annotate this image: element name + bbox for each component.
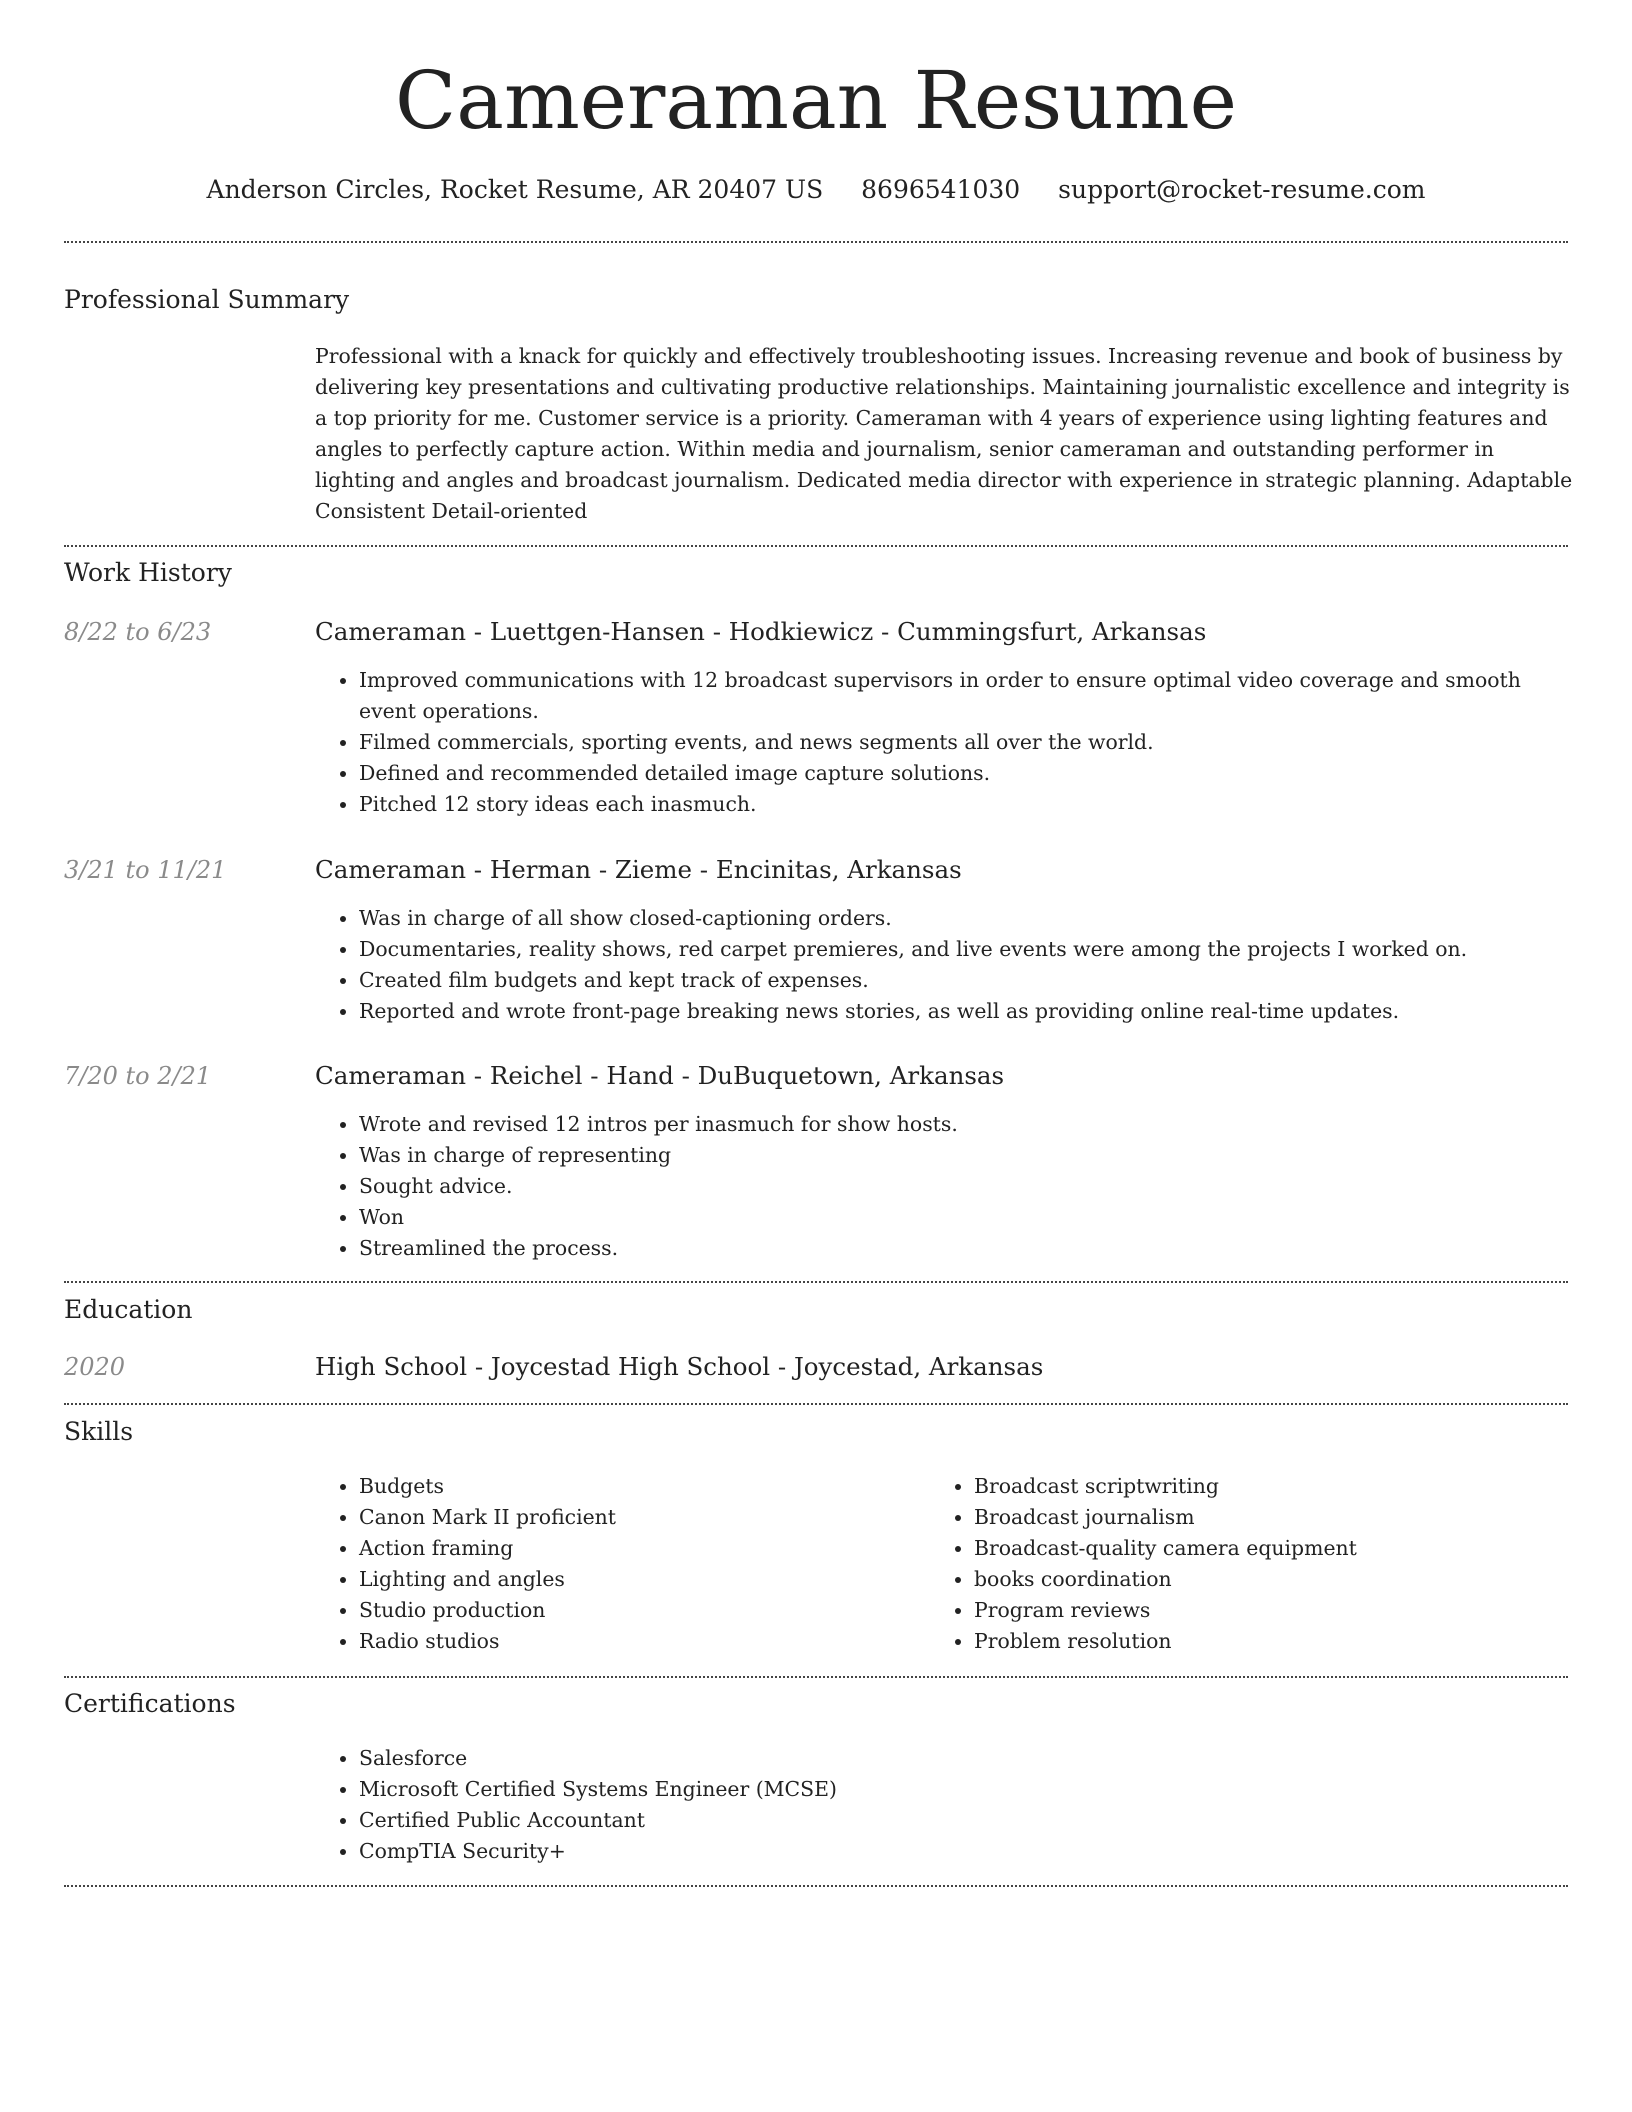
list-item: • Reported and wrote front-page breaking news stories, as well as providing online real-time updates. — [359, 996, 1577, 1027]
list-item: • Sought advice. — [359, 1171, 1577, 1202]
contact-address: Anderson Circles, Rocket Resume, AR 20407 US — [206, 175, 824, 204]
list-item: • Was in charge of all show closed-captioning orders. — [359, 903, 1577, 934]
job-title: Cameraman - Herman - Zieme - Encinitas, Arkansas — [315, 855, 962, 884]
list-item: • Streamlined the process. — [359, 1233, 1577, 1264]
job-title: Cameraman - Reichel - Hand - DuBuquetown, Arkansas — [315, 1061, 1005, 1090]
list-item: • Filmed commercials, sporting events, and news segments all over the world. — [359, 727, 1577, 758]
skills-list-left — [315, 1471, 915, 1657]
list-item: • Program reviews — [974, 1595, 1570, 1626]
list-item: • Lighting and angles — [359, 1564, 915, 1595]
list-item: • Documentaries, reality shows, red carpet premieres, and live events were among the projects I worked on. — [359, 934, 1577, 965]
contact-line — [0, 172, 1632, 208]
list-item: • Budgets — [359, 1471, 915, 1502]
list-item: • Broadcast-quality camera equipment — [974, 1533, 1570, 1564]
contact-phone: 8696541030 — [861, 175, 1021, 204]
education-heading: Education — [64, 1295, 193, 1324]
list-item: • Action framing — [359, 1533, 915, 1564]
list-item: • Problem resolution — [974, 1626, 1570, 1657]
resume-title: Cameraman Resume — [395, 54, 1237, 147]
list-item: • Broadcast journalism — [974, 1502, 1570, 1533]
list-item: • Improved communications with 12 broadcast supervisors in order to ensure optimal video coverage and smooth event operations. — [359, 665, 1577, 727]
list-item: • CompTIA Security+ — [359, 1836, 1577, 1867]
job-bullets — [315, 665, 1577, 820]
job-dates: 3/21 to 11/21 — [64, 856, 227, 884]
list-item: • Canon Mark II proficient — [359, 1502, 915, 1533]
divider — [64, 545, 1568, 547]
divider — [64, 1281, 1568, 1283]
work-history-heading: Work History — [64, 558, 232, 587]
skills-heading: Skills — [64, 1417, 134, 1446]
list-item: • Salesforce — [359, 1743, 1577, 1774]
job-bullets — [315, 903, 1577, 1027]
list-item: • Broadcast scriptwriting — [974, 1471, 1570, 1502]
list-item: • Created film budgets and kept track of expenses. — [359, 965, 1577, 996]
job-dates: 7/20 to 2/21 — [64, 1062, 212, 1090]
list-item: • Wrote and revised 12 intros per inasmuch for show hosts. — [359, 1109, 1577, 1140]
skills-list-right — [930, 1471, 1570, 1657]
certifications-list — [315, 1743, 1577, 1867]
job-title: Cameraman - Luettgen-Hansen - Hodkiewicz - Cummingsfurt, Arkansas — [315, 617, 1207, 646]
divider — [64, 1403, 1568, 1405]
education-title: High School - Joycestad High School - Joycestad, Arkansas — [315, 1352, 1044, 1381]
list-item: • Defined and recommended detailed image capture solutions. — [359, 758, 1577, 789]
contact-email: support@rocket-resume.com — [1058, 175, 1426, 204]
list-item: • Was in charge of representing — [359, 1140, 1577, 1171]
list-item: • books coordination — [974, 1564, 1570, 1595]
education-year: 2020 — [64, 1353, 126, 1381]
list-item: • Microsoft Certified Systems Engineer (MCSE) — [359, 1774, 1577, 1805]
divider — [64, 241, 1568, 243]
divider — [64, 1676, 1568, 1678]
summary-text: Professional with a knack for quickly and effectively troubleshooting issues. Increasing revenue and book of business by delivering key presentations and cultivating productive relationships. Maintaining journalistic excellence and integrity is a top priority for me. Customer service is a priority. Cameraman with 4 years of experience using lighting features and angles to perfectly capture action. Within media and journalism, senior cameraman and outstanding performer in lighting and angles and broadcast journalism. Dedicated media director with experience in strategic planning. Adaptable Consistent Detail-oriented — [315, 344, 1573, 523]
certifications-heading: Certifications — [64, 1689, 236, 1718]
list-item: • Won — [359, 1202, 1577, 1233]
job-dates: 8/22 to 6/23 — [64, 618, 212, 646]
list-item: • Radio studios — [359, 1626, 915, 1657]
list-item: • Studio production — [359, 1595, 915, 1626]
divider — [64, 1885, 1568, 1887]
list-item: • Certified Public Accountant — [359, 1805, 1577, 1836]
summary-heading: Professional Summary — [64, 285, 350, 314]
list-item: • Pitched 12 story ideas each inasmuch. — [359, 789, 1577, 820]
job-bullets — [315, 1109, 1577, 1264]
